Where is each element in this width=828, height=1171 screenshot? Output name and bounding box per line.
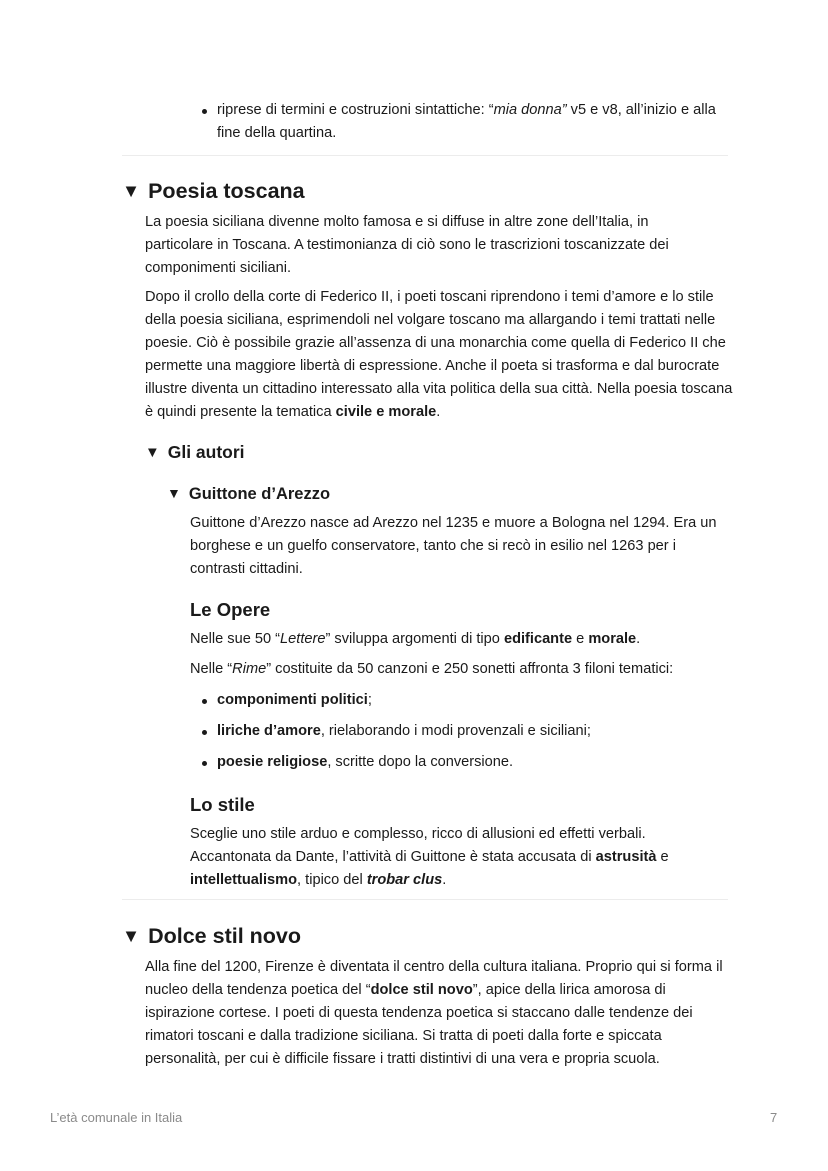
section-divider bbox=[122, 899, 728, 900]
toggle-triangle-icon[interactable]: ▼ bbox=[145, 445, 160, 461]
paragraph: Dopo il crollo della corte di Federico II, i poeti toscani riprendono i temi d’amore e lo stile della poesia siciliana, esprimendoli nel volgare toscano ma allargando i temi trattati nelle poesie. Ciò è possibile grazie all’assenza di una monarchia come quella di Federico II che permette una maggiore libertà di espressione. Anche il poeta si trasforma e dal burocrate illustre diventa un cittadino interessato alla vita politica della sua città. Nella poesia toscana è quindi presente la tematica civile e morale. bbox=[145, 289, 733, 420]
heading-le-opere: Le Opere bbox=[190, 599, 271, 620]
heading-lo-stile: Lo stile bbox=[190, 794, 255, 815]
section-divider bbox=[122, 155, 728, 156]
page-number: 7 bbox=[770, 1110, 778, 1125]
paragraph: Guittone d’Arezzo nasce ad Arezzo nel 1235 e muore a Bologna nel 1294. Era un borghese e un guelfo conservatore, tanto che si recò in esilio nel 1263 per i contrasti cittadini. bbox=[190, 515, 717, 577]
paragraph: La poesia siciliana divenne molto famosa e si diffuse in altre zone dell’Italia, in particolare in Toscana. A testimonianza di ciò sono le trascrizioni toscanizzate dei componimenti siciliani. bbox=[145, 214, 669, 276]
heading-text: Poesia toscana bbox=[148, 179, 305, 203]
heading-text: Dolce stil novo bbox=[148, 924, 302, 948]
paragraph: Alla fine del 1200, Firenze è diventata il centro della cultura italiana. Proprio qui si forma il nucleo della tendenza poetica del “dolce stil novo”, apice della lirica amorosa di ispirazione cortese. I poeti di questa tendenza poetica si staccano dalle tendenze dei rimatori toscani e dalla tradizione siciliana. Si tratta di poeti dalla forte e spiccata personalità, per cui è difficile fissare i tratti distintivi di una vera e propria scuola. bbox=[145, 959, 723, 1067]
paragraph: Nelle sue 50 “Lettere” sviluppa argomenti di tipo edificante e morale. bbox=[190, 631, 641, 647]
intro-bullet-text: riprese di termini e costruzioni sintattiche: “mia donna” v5 e v8, all’inizio e alla fine della quartina. bbox=[217, 102, 716, 141]
heading-text: Gli autori bbox=[167, 442, 245, 462]
toggle-triangle-icon[interactable]: ▼ bbox=[122, 180, 141, 201]
list-item: liriche d’amore, rielaborando i modi provenzali e siciliani; bbox=[217, 723, 591, 739]
toggle-heading-dolce-stil-novo[interactable] bbox=[122, 922, 301, 951]
bullet-dot bbox=[202, 109, 207, 114]
list-item: componimenti politici; bbox=[217, 692, 372, 708]
toggle-triangle-icon[interactable]: ▼ bbox=[122, 925, 141, 946]
bullet-dot bbox=[202, 699, 207, 704]
paragraph: Sceglie uno stile arduo e complesso, ricco di allusioni ed effetti verbali. Accantonata da Dante, l’attività di Guittone è stata accusata di astrusità e intellettualismo, tipico del trobar clus. bbox=[190, 826, 669, 888]
paragraph: Nelle “Rime” costituite da 50 canzoni e 250 sonetti affronta 3 filoni tematici: bbox=[190, 661, 674, 677]
footer-title: L’età comunale in Italia bbox=[50, 1110, 183, 1125]
toggle-heading-guittone[interactable] bbox=[167, 482, 330, 506]
heading-text: Guittone d’Arezzo bbox=[188, 485, 331, 503]
toggle-heading-gli-autori[interactable] bbox=[145, 440, 245, 466]
toggle-heading-poesia-toscana[interactable] bbox=[122, 177, 305, 206]
bullet-dot bbox=[202, 761, 207, 766]
list-item: poesie religiose, scritte dopo la conversione. bbox=[217, 754, 514, 770]
bullet-dot bbox=[202, 730, 207, 735]
toggle-triangle-icon[interactable]: ▼ bbox=[167, 485, 181, 501]
